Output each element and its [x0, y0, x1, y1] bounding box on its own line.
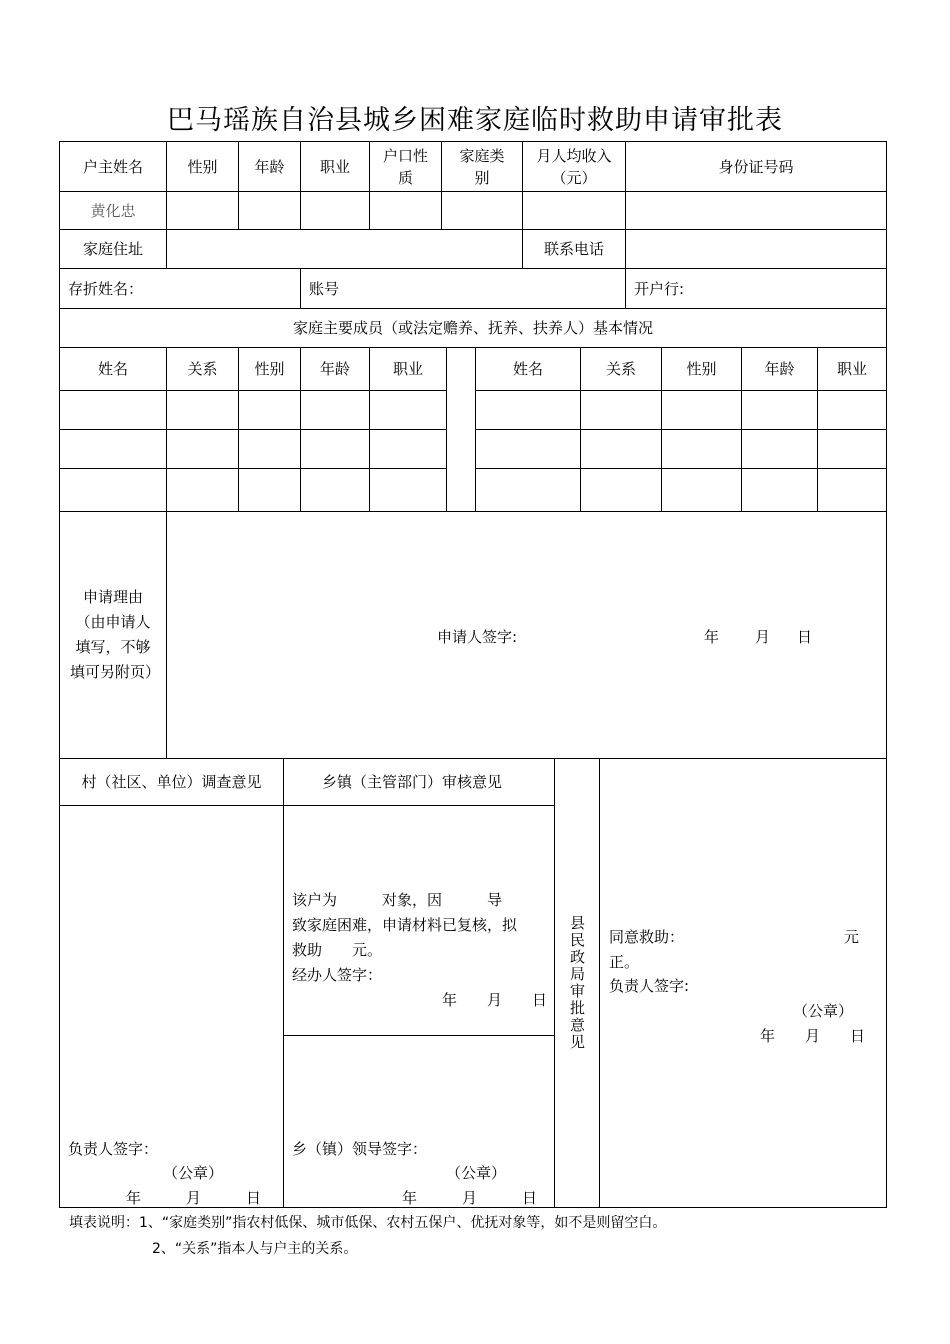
address-field[interactable] [166, 229, 523, 269]
village-date: 年 月 日 [126, 1189, 262, 1207]
members-right-job-header: 职业 [817, 347, 887, 391]
passbook-name-label: 存折姓名： [59, 268, 301, 309]
member-cell[interactable] [661, 390, 742, 430]
member-cell[interactable] [817, 429, 887, 469]
header-income: 月人均收入（元） [522, 141, 626, 192]
members-divider-column [446, 347, 476, 512]
town-review-box[interactable] [283, 805, 555, 1036]
town-title: 乡镇（主管部门）审核意见 [283, 758, 555, 806]
address-label: 家庭住址 [59, 229, 167, 269]
town-text-line3: 救助 元。 [292, 941, 383, 959]
member-cell[interactable] [817, 468, 887, 512]
member-cell[interactable] [59, 390, 167, 430]
header-family-type: 家庭类别 [441, 141, 523, 192]
member-cell[interactable] [369, 468, 447, 512]
town-leader-box[interactable] [283, 1035, 555, 1208]
member-cell[interactable] [238, 390, 301, 430]
town-handler-date: 年 月 日 [442, 991, 548, 1009]
member-cell[interactable] [475, 429, 581, 469]
header-job: 职业 [300, 141, 370, 192]
member-cell[interactable] [661, 429, 742, 469]
members-left-name-header: 姓名 [59, 347, 167, 391]
member-cell[interactable] [166, 390, 239, 430]
county-seal: （公章） [793, 1002, 854, 1020]
note-2: 2、“关系”指本人与户主的关系。 [152, 1241, 358, 1257]
applicant-job-field[interactable] [300, 191, 370, 230]
applicant-hukou-field[interactable] [369, 191, 442, 230]
town-seal: （公章） [446, 1164, 507, 1182]
county-yuan: 元 [844, 928, 860, 946]
member-cell[interactable] [741, 429, 818, 469]
member-cell[interactable] [300, 468, 370, 512]
county-zheng: 正。 [609, 953, 640, 971]
header-hukou: 户口性质 [369, 141, 442, 192]
bank-label: 开户行: [625, 268, 887, 309]
member-cell[interactable] [300, 390, 370, 430]
members-right-relation-header: 关系 [580, 347, 662, 391]
village-title: 村（社区、单位）调查意见 [59, 758, 284, 806]
reason-day: 日 [797, 628, 813, 646]
town-text-line1: 该户为 对象，因 导 [292, 891, 503, 909]
applicant-name-value: 黄化忠 [59, 191, 167, 230]
county-agree-label: 同意救助： [609, 928, 685, 946]
member-cell[interactable] [580, 390, 662, 430]
member-cell[interactable] [369, 429, 447, 469]
applicant-income-field[interactable] [522, 191, 626, 230]
member-cell[interactable] [238, 468, 301, 512]
village-opinion-box[interactable] [59, 805, 284, 1208]
members-right-name-header: 姓名 [475, 347, 581, 391]
reason-field[interactable] [166, 511, 887, 759]
header-gender: 性别 [166, 141, 239, 192]
phone-field[interactable] [625, 229, 887, 269]
members-right-gender-header: 性别 [661, 347, 742, 391]
town-leader-sign-label: 乡（镇）领导签字： [292, 1140, 428, 1158]
member-cell[interactable] [238, 429, 301, 469]
member-cell[interactable] [580, 429, 662, 469]
header-age: 年龄 [238, 141, 301, 192]
town-handler-sign-label: 经办人签字： [292, 966, 383, 984]
form-title: 巴马瑶族自治县城乡困难家庭临时救助申请审批表 [167, 105, 783, 136]
county-label: 县民政局审批意见 [568, 915, 586, 1051]
applicant-sign-label: 申请人签字: [437, 628, 518, 646]
account-label: 账号 [300, 268, 626, 309]
member-cell[interactable] [59, 468, 167, 512]
county-date: 年 月 日 [760, 1027, 866, 1045]
county-label-box [554, 758, 600, 1208]
header-id-number: 身份证号码 [625, 141, 887, 192]
note-1: 填表说明：1、“家庭类别”指农村低保、城市低保、农村五保户、优抚对象等，如不是则留空白。 [69, 1215, 667, 1231]
members-title: 家庭主要成员（或法定赡养、抚养、扶养人）基本情况 [59, 308, 887, 348]
members-left-gender-header: 性别 [238, 347, 301, 391]
county-sign-label: 负责人签字: [609, 977, 690, 995]
member-cell[interactable] [166, 429, 239, 469]
member-cell[interactable] [59, 429, 167, 469]
members-left-job-header: 职业 [369, 347, 447, 391]
member-cell[interactable] [369, 390, 447, 430]
member-cell[interactable] [661, 468, 742, 512]
village-seal: （公章） [163, 1164, 224, 1182]
village-sign-label: 负责人签字： [68, 1140, 159, 1158]
reason-label: 申请理由（由申请人填写，不够填可另附页） [59, 511, 167, 759]
member-cell[interactable] [580, 468, 662, 512]
reason-month: 月 [755, 628, 771, 646]
applicant-id-field[interactable] [625, 191, 887, 230]
header-name: 户主姓名 [59, 141, 167, 192]
member-cell[interactable] [475, 468, 581, 512]
member-cell[interactable] [166, 468, 239, 512]
applicant-gender-field[interactable] [166, 191, 239, 230]
member-cell[interactable] [741, 468, 818, 512]
town-date: 年 月 日 [402, 1189, 538, 1207]
applicant-age-field[interactable] [238, 191, 301, 230]
members-right-age-header: 年龄 [741, 347, 818, 391]
members-left-relation-header: 关系 [166, 347, 239, 391]
member-cell[interactable] [300, 429, 370, 469]
member-cell[interactable] [741, 390, 818, 430]
phone-label: 联系电话 [522, 229, 626, 269]
members-left-age-header: 年龄 [300, 347, 370, 391]
member-cell[interactable] [817, 390, 887, 430]
applicant-family-type-field[interactable] [441, 191, 523, 230]
county-approval-box[interactable] [599, 758, 887, 1208]
member-cell[interactable] [475, 390, 581, 430]
town-text-line2: 致家庭困难，申请材料已复核，拟 [292, 916, 518, 934]
reason-year: 年 [704, 628, 720, 646]
